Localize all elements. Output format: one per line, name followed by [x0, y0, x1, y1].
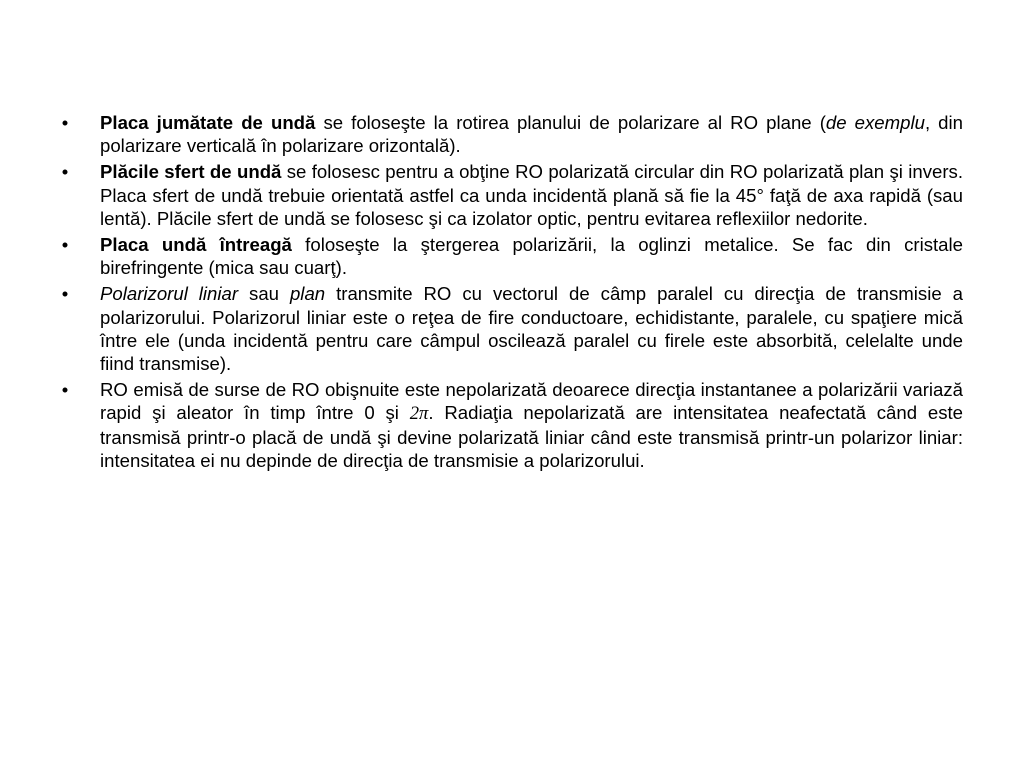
bullet-icon: •	[61, 234, 69, 256]
bullet-icon: •	[61, 161, 69, 183]
item-text: , din polarizare verticală în polarizare orizontală).	[100, 112, 963, 157]
list-item-full-wave-plate	[58, 233, 963, 279]
item-text: se folosesc pentru a obţine RO polarizată circular din RO polarizată plan şi invers. Placa sfert de undă trebuie orientată astfel ca unda incidentă plană să fie la 45° faţă de axa rapidă (sau lentă). Plăcile sfert de undă se folosesc şi ca izolator optic, pentru evitarea reflexiilor nedorite.	[100, 161, 964, 229]
item-text: sau	[238, 283, 290, 305]
bullet-icon: •	[61, 283, 69, 305]
item-text: . Radiaţia nepolarizată are intensitatea neafectată când este transmisă printr-o placă de undă şi devine polarizată liniar când este transmisă printr-un polarizor liniar: intensitatea ei nu depinde de direcţia de transmisie a polarizorului.	[100, 402, 964, 471]
bullet-list	[58, 111, 963, 475]
item-text: RO emisă de surse de RO obişnuite este nepolarizată deoarece direcţia instantanee a polarizării variază rapid şi aleator în timp între 0 şi	[100, 379, 963, 424]
term-bold: Plăcile sfert de undă	[100, 161, 282, 183]
list-item-linear-polarizer	[58, 282, 963, 375]
math-symbol: 2π	[409, 403, 429, 425]
bullet-icon: •	[61, 112, 69, 133]
item-text: transmite RO cu vectorul de câmp paralel cu direcţia de transmisie a polarizorului. Polarizorul liniar este o reţea de fire conductoare, echidistante, paralele, cu spaţiere mică între ele (unda incidentă pentru care câmpul oscilează paralel cu firele este absorbită, celelalte unde fiind transmise).	[100, 283, 963, 375]
term-italic: de exemplu	[825, 112, 925, 133]
list-item-unpolarized-radiation	[58, 378, 963, 472]
item-text: foloseşte la ştergerea polarizării, la oglinzi metalice. Se fac din cristale birefringente (mica sau cuarţ).	[100, 234, 963, 279]
list-item-half-wave-plate	[58, 111, 963, 157]
term-italic: Polarizorul liniar	[100, 283, 239, 305]
item-text: se foloseşte la rotirea planului de polarizare al RO plane (	[315, 112, 826, 133]
bullet-icon: •	[61, 379, 69, 401]
term-bold: Placa jumătate de undă	[100, 112, 316, 133]
term-italic: plan	[289, 283, 326, 305]
list-item-quarter-wave-plates	[58, 160, 963, 230]
term-bold: Placa undă întreagă	[100, 234, 292, 256]
